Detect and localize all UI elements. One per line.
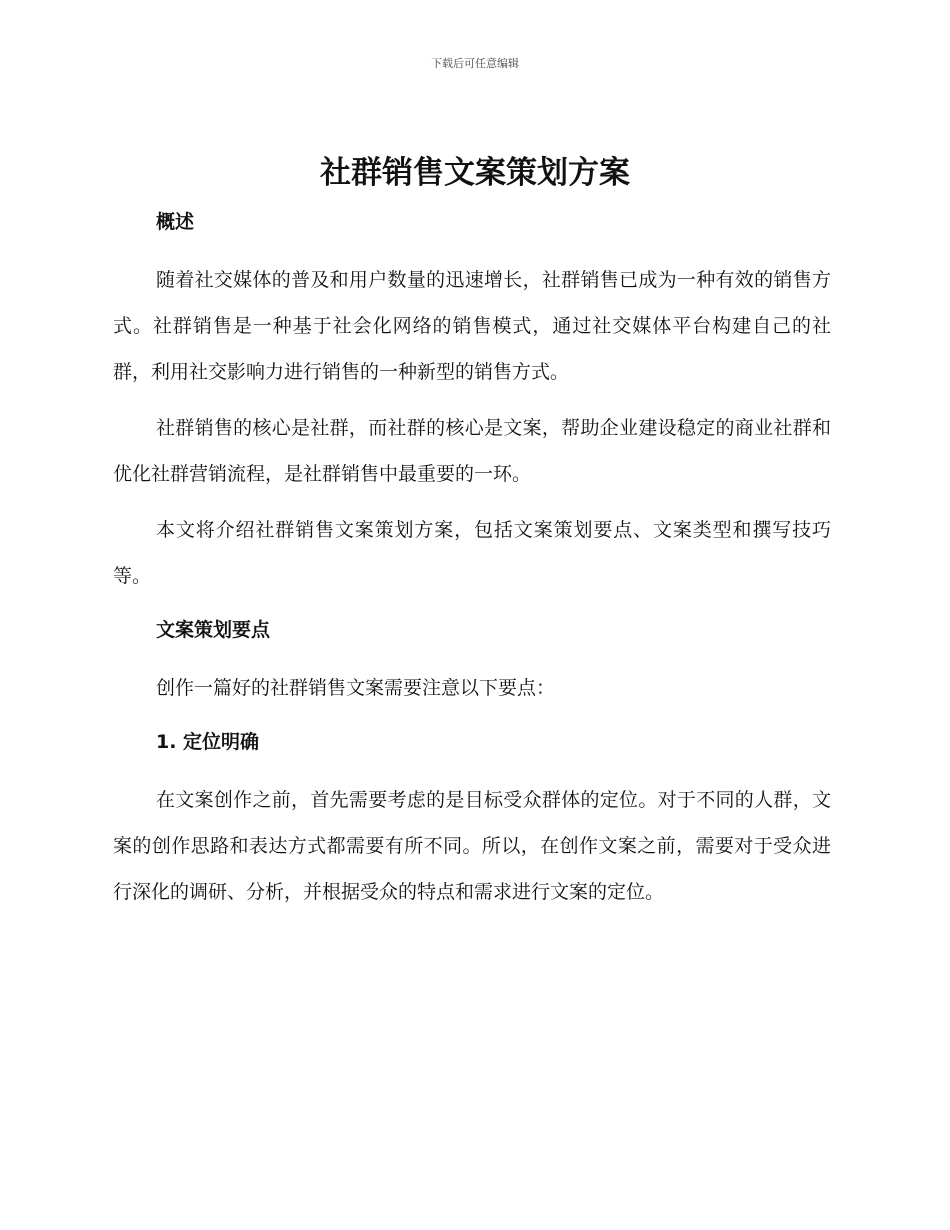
paragraph: 随着社交媒体的普及和用户数量的迅速增长，社群销售已成为一种有效的销售方式。社群销售是一种基于社会化网络的销售模式，通过社交媒体平台构建自己的社群，利用社交影响力进行销售的一种新型的销售方式。 bbox=[113, 269, 831, 383]
section-heading-key-points: 文案策划要点 bbox=[156, 619, 271, 641]
paragraph: 在文案创作之前，首先需要考虑的是目标受众群体的定位。对于不同的人群，文案的创作思路和表达方式都需要有所不同。所以，在创作文案之前，需要对于受众进行深化的调研、分析，并根据受众的特点和需求进行文案的定位。 bbox=[113, 789, 831, 903]
document-title: 社群销售文案策划方案 bbox=[320, 155, 630, 191]
section-heading-overview: 概述 bbox=[156, 211, 195, 233]
paragraph: 创作一篇好的社群销售文案需要注意以下要点： bbox=[156, 677, 556, 699]
paragraph: 社群销售的核心是社群，而社群的核心是文案，帮助企业建设稳定的商业社群和优化社群营销流程，是社群销售中最重要的一环。 bbox=[113, 417, 831, 485]
document-body bbox=[113, 201, 831, 925]
paragraph: 本文将介绍社群销售文案策划方案，包括文案策划要点、文案类型和撰写技巧等。 bbox=[113, 519, 831, 587]
section-heading-positioning: 1. 定位明确 bbox=[156, 731, 260, 753]
page-header-note: 下载后可任意编辑 bbox=[431, 57, 519, 70]
